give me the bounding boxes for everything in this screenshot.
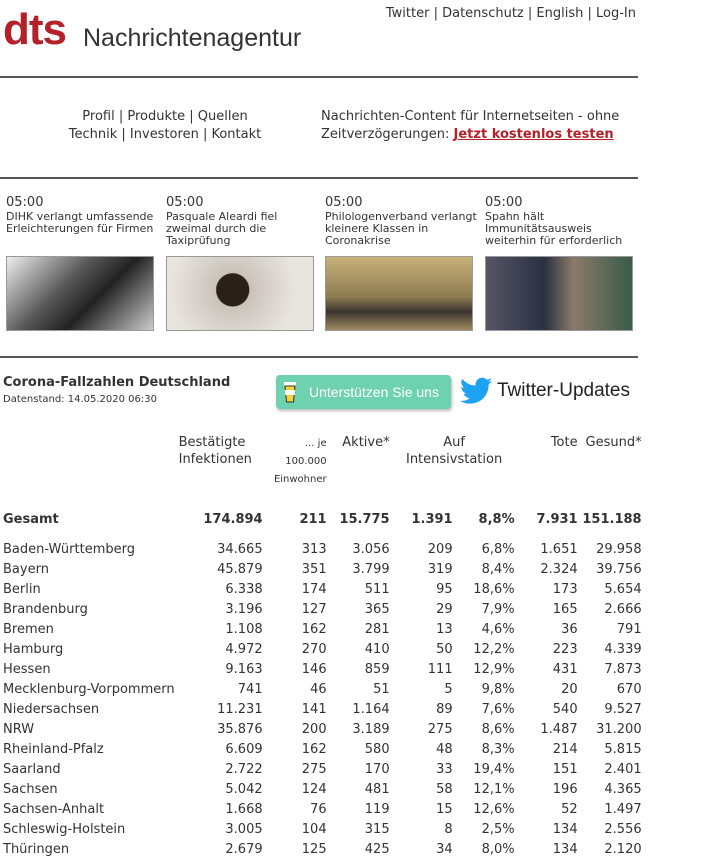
- news-image[interactable]: [485, 256, 633, 331]
- cell-aktive: 281: [364, 622, 390, 637]
- cell-infektionen: 741: [237, 682, 263, 697]
- news-item[interactable]: [6, 195, 158, 235]
- cell-je-100000: 275: [301, 762, 327, 777]
- cell-intensiv-anteil: 8,3%: [481, 742, 515, 757]
- promo: [321, 108, 619, 144]
- cell-intensiv: 319: [427, 562, 453, 577]
- cell-infektionen: 35.876: [217, 722, 263, 737]
- cell-gesund: 2.120: [604, 842, 642, 857]
- cell-gesund: 670: [616, 682, 642, 697]
- news-image[interactable]: [325, 256, 473, 331]
- table-row: [0, 722, 642, 742]
- twitter-updates-label: Twitter-Updates: [496, 380, 630, 402]
- cell-gesund: 791: [616, 622, 642, 637]
- cell-je-100000: 211: [299, 512, 327, 527]
- news-image[interactable]: [6, 256, 154, 331]
- cell-je-100000: 104: [301, 822, 327, 837]
- cell-gesund: 151.188: [582, 512, 642, 527]
- col-tote: Tote: [550, 435, 578, 450]
- cell-infektionen: 174.894: [203, 512, 263, 527]
- news-item[interactable]: [485, 195, 637, 247]
- cell-name: Bayern: [3, 562, 49, 577]
- table-row: [0, 662, 642, 682]
- table-header: [0, 434, 642, 488]
- cell-tote: 2.324: [540, 562, 578, 577]
- cell-tote: 151: [552, 762, 578, 777]
- cell-infektionen: 34.665: [217, 542, 263, 557]
- cell-aktive: 580: [364, 742, 390, 757]
- cell-tote: 223: [552, 642, 578, 657]
- cell-intensiv: 209: [427, 542, 453, 557]
- cell-je-100000: 351: [301, 562, 327, 577]
- cell-intensiv: 48: [436, 742, 453, 757]
- cell-aktive: 859: [364, 662, 390, 677]
- cell-je-100000: 46: [310, 682, 327, 697]
- top-links: Twitter | Datenschutz | English | Log-In: [385, 6, 636, 21]
- cell-infektionen: 5.042: [225, 782, 263, 797]
- cell-tote: 196: [552, 782, 578, 797]
- cell-tote: 7.931: [536, 512, 578, 527]
- news-title[interactable]: Spahn hält Immunitätsausweis weiterhin für erforderlich: [485, 210, 623, 247]
- cell-name: Berlin: [3, 582, 41, 597]
- news-title[interactable]: DIHK verlangt umfassende Erleichterungen für Firmen: [6, 210, 154, 235]
- table-row: [0, 762, 642, 782]
- cell-je-100000: 124: [301, 782, 327, 797]
- cell-gesund: 5.654: [604, 582, 642, 597]
- cell-intensiv-anteil: 12,6%: [473, 802, 515, 817]
- support-button[interactable]: [276, 375, 451, 409]
- cell-aktive: 170: [364, 762, 390, 777]
- corona-table: [0, 434, 642, 862]
- cell-intensiv: 89: [436, 702, 453, 717]
- cell-infektionen: 6.338: [225, 582, 263, 597]
- cell-aktive: 410: [364, 642, 390, 657]
- cell-tote: 214: [552, 742, 578, 757]
- twitter-updates-link[interactable]: [460, 377, 630, 405]
- cell-aktive: 3.056: [352, 542, 390, 557]
- cell-aktive: 425: [364, 842, 390, 857]
- table-row: [0, 822, 642, 842]
- cell-name: NRW: [3, 722, 35, 737]
- cell-je-100000: 174: [301, 582, 327, 597]
- cell-tote: 1.487: [540, 722, 578, 737]
- cell-intensiv: 50: [436, 642, 453, 657]
- col-gesund: Gesund*: [585, 435, 642, 450]
- support-label: Unterstützen Sie uns: [309, 384, 439, 400]
- cell-gesund: 7.873: [604, 662, 642, 677]
- table-row: [0, 542, 642, 562]
- coffee-cup-icon: [283, 381, 297, 403]
- cell-gesund: 31.200: [596, 722, 642, 737]
- cell-tote: 431: [552, 662, 578, 677]
- cell-name: Bremen: [3, 622, 54, 637]
- cell-infektionen: 3.196: [225, 602, 263, 617]
- cell-intensiv-anteil: 7,6%: [481, 702, 515, 717]
- cell-infektionen: 2.679: [225, 842, 263, 857]
- cell-je-100000: 76: [310, 802, 327, 817]
- table-row: [0, 782, 642, 802]
- cell-intensiv-anteil: 6,8%: [481, 542, 515, 557]
- news-time: 05:00: [485, 195, 523, 210]
- cell-gesund: 9.527: [604, 702, 642, 717]
- cell-tote: 1.651: [540, 542, 578, 557]
- divider: [0, 177, 638, 179]
- cell-infektionen: 2.722: [225, 762, 263, 777]
- table-row: [0, 642, 642, 662]
- table-row: [0, 562, 642, 582]
- cell-intensiv: 275: [427, 722, 453, 737]
- cell-intensiv-anteil: 2,5%: [481, 822, 515, 837]
- cell-name: Gesamt: [3, 512, 59, 527]
- promo-text-2: Zeitverzögerungen:: [321, 127, 450, 142]
- table-row: [0, 622, 642, 642]
- cell-je-100000: 162: [301, 742, 327, 757]
- table-row: [0, 582, 642, 602]
- cell-je-100000: 200: [301, 722, 327, 737]
- cell-je-100000: 127: [301, 602, 327, 617]
- divider: [0, 76, 638, 78]
- cell-je-100000: 162: [301, 622, 327, 637]
- cell-name: Mecklenburg-Vorpommern: [3, 682, 175, 697]
- login-link[interactable]: Log-In: [596, 6, 636, 21]
- main-nav: Profil | Produkte | Quellen Technik | Investoren | Kontakt: [68, 109, 262, 142]
- col-aktive: Aktive*: [342, 435, 390, 450]
- divider: [0, 356, 638, 358]
- news-title[interactable]: Pasquale Aleardi fiel zweimal durch die Taxiprüfung: [166, 210, 278, 247]
- cell-gesund: 39.756: [596, 562, 642, 577]
- nav-kontakt[interactable]: Kontakt: [211, 127, 262, 142]
- cell-infektionen: 1.668: [225, 802, 263, 817]
- cell-name: Baden-Württemberg: [3, 542, 135, 557]
- cell-je-100000: 141: [301, 702, 327, 717]
- table-row: [0, 602, 642, 622]
- cell-tote: 165: [552, 602, 578, 617]
- nav-profil[interactable]: Profil: [82, 109, 115, 124]
- news-item[interactable]: [166, 195, 318, 247]
- cell-infektionen: 11.231: [217, 702, 263, 717]
- cell-intensiv: 1.391: [411, 512, 453, 527]
- cell-intensiv: 34: [436, 842, 453, 857]
- cell-aktive: 3.189: [352, 722, 390, 737]
- cell-je-100000: 125: [301, 842, 327, 857]
- cell-intensiv: 29: [436, 602, 453, 617]
- news-title[interactable]: Philologenverband verlangt kleinere Klassen in Coronakrise: [325, 210, 477, 247]
- cell-infektionen: 4.972: [225, 642, 263, 657]
- data-date: Datenstand: 14.05.2020 06:30: [3, 394, 157, 405]
- cell-aktive: 315: [364, 822, 390, 837]
- news-time: 05:00: [325, 195, 363, 210]
- cell-tote: 20: [561, 682, 578, 697]
- cell-infektionen: 45.879: [217, 562, 263, 577]
- cell-aktive: 481: [364, 782, 390, 797]
- cell-gesund: 4.365: [604, 782, 642, 797]
- cell-intensiv-anteil: 8,4%: [481, 562, 515, 577]
- nav-investoren[interactable]: Investoren: [129, 127, 199, 142]
- promo-text: Nachrichten-Content für Internetseiten - ohne: [321, 109, 620, 124]
- cell-intensiv: 15: [436, 802, 453, 817]
- cell-intensiv: 5: [444, 682, 453, 697]
- cell-intensiv-anteil: 12,2%: [473, 642, 515, 657]
- cell-gesund: 29.958: [596, 542, 642, 557]
- cell-intensiv: 58: [436, 782, 453, 797]
- cell-tote: 173: [552, 582, 578, 597]
- cell-name: Niedersachsen: [3, 702, 100, 717]
- cell-name: Sachsen: [3, 782, 58, 797]
- cell-gesund: 2.666: [604, 602, 642, 617]
- news-time: 05:00: [166, 195, 204, 210]
- news-item[interactable]: [325, 195, 477, 247]
- twitter-link[interactable]: Twitter: [385, 6, 430, 21]
- datenschutz-link[interactable]: Datenschutz: [442, 6, 524, 21]
- cell-gesund: 1.497: [604, 802, 642, 817]
- cell-name: Brandenburg: [3, 602, 88, 617]
- cell-name: Hamburg: [3, 642, 64, 657]
- cell-je-100000: 270: [301, 642, 327, 657]
- cell-name: Schleswig-Holstein: [3, 822, 126, 837]
- english-link[interactable]: English: [536, 6, 584, 21]
- cell-intensiv: 95: [436, 582, 453, 597]
- twitter-bird-icon: [460, 377, 492, 405]
- cell-infektionen: 3.005: [225, 822, 263, 837]
- table-row: [0, 682, 642, 702]
- cell-gesund: 5.815: [604, 742, 642, 757]
- news-image[interactable]: [166, 256, 314, 331]
- cell-aktive: 1.164: [352, 702, 390, 717]
- cell-je-100000: 313: [301, 542, 327, 557]
- cell-intensiv: 13: [436, 622, 453, 637]
- cell-aktive: 511: [364, 582, 390, 597]
- logo-subtitle: Nachrichtenagentur: [83, 24, 302, 52]
- cell-intensiv-anteil: 12,1%: [473, 782, 515, 797]
- cell-intensiv: 111: [427, 662, 453, 677]
- table-row: [0, 802, 642, 822]
- cell-tote: 52: [561, 802, 578, 817]
- cell-intensiv-anteil: 9,8%: [481, 682, 515, 697]
- cell-tote: 134: [552, 822, 578, 837]
- table-row-total: [0, 488, 642, 542]
- cell-intensiv-anteil: 8,6%: [481, 722, 515, 737]
- table-row: [0, 742, 642, 762]
- cell-tote: 540: [552, 702, 578, 717]
- news-time: 05:00: [6, 195, 44, 210]
- cell-infektionen: 9.163: [225, 662, 263, 677]
- cell-intensiv-anteil: 8,8%: [478, 512, 515, 527]
- cell-intensiv-anteil: 4,6%: [481, 622, 515, 637]
- col-infektionen: Bestätigte Infektionen: [178, 435, 252, 467]
- cell-intensiv-anteil: 18,6%: [473, 582, 515, 597]
- cell-intensiv-anteil: 19,4%: [473, 762, 515, 777]
- free-trial-link[interactable]: Jetzt kostenlos testen: [453, 127, 614, 142]
- cell-aktive: 3.799: [352, 562, 390, 577]
- cell-intensiv-anteil: 8,0%: [481, 842, 515, 857]
- cell-tote: 134: [552, 842, 578, 857]
- table-row: [0, 702, 642, 722]
- cell-aktive: 119: [364, 802, 390, 817]
- cell-name: Saarland: [3, 762, 61, 777]
- cell-aktive: 51: [373, 682, 390, 697]
- cell-je-100000: 146: [301, 662, 327, 677]
- cell-gesund: 4.339: [604, 642, 642, 657]
- cell-name: Thüringen: [3, 842, 70, 857]
- cell-name: Rheinland-Pfalz: [3, 742, 104, 757]
- nav-technik[interactable]: Technik: [68, 127, 118, 142]
- cell-aktive: 15.775: [339, 512, 390, 527]
- cell-name: Hessen: [3, 662, 51, 677]
- cell-intensiv: 8: [444, 822, 453, 837]
- cell-aktive: 365: [364, 602, 390, 617]
- cell-infektionen: 6.609: [225, 742, 263, 757]
- nav-quellen[interactable]: Quellen: [197, 109, 248, 124]
- cell-intensiv: 33: [436, 762, 453, 777]
- nav-produkte[interactable]: Produkte: [127, 109, 186, 124]
- cell-name: Sachsen-Anhalt: [3, 802, 105, 817]
- cell-gesund: 2.556: [604, 822, 642, 837]
- cell-gesund: 2.401: [604, 762, 642, 777]
- cell-infektionen: 1.108: [225, 622, 263, 637]
- cell-tote: 36: [561, 622, 578, 637]
- table-row: [0, 842, 642, 862]
- cell-intensiv-anteil: 7,9%: [481, 602, 515, 617]
- col-intensivstation: Auf Intensivstation: [405, 435, 503, 467]
- cell-intensiv-anteil: 12,9%: [473, 662, 515, 677]
- dts-logo[interactable]: dts: [3, 5, 66, 54]
- corona-title: Corona-Fallzahlen Deutschland: [3, 375, 231, 390]
- col-je-100000: ... je 100.000 Einwohner: [273, 438, 327, 485]
